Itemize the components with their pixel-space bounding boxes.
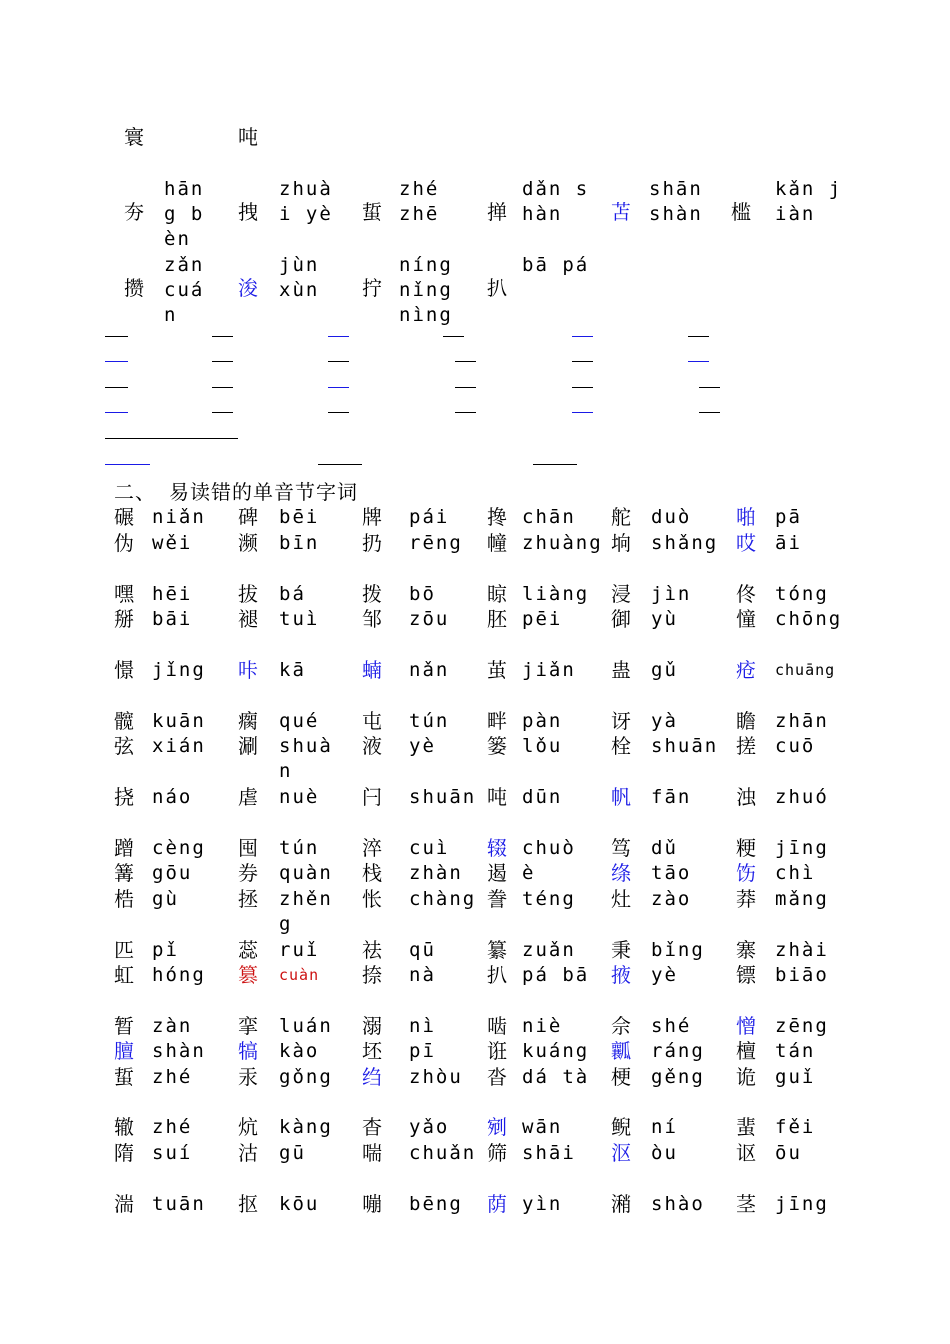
word-pinyin: hóng <box>152 964 206 986</box>
word-char: 扒 <box>487 963 507 987</box>
word-pinyin: gù <box>152 888 179 910</box>
word-pinyin: kào <box>279 1040 320 1062</box>
word-char: 嘣 <box>362 1192 382 1216</box>
word-pinyin: jiǎn <box>522 659 576 681</box>
word-char: 莽 <box>736 887 756 911</box>
word-pinyin: jìn <box>651 583 692 605</box>
answer-blank-line <box>212 412 233 413</box>
word-char: 淬 <box>362 836 382 860</box>
answer-blank-line <box>699 387 720 388</box>
word-char: 沓 <box>487 1065 507 1089</box>
answer-blank-line <box>328 361 349 362</box>
word-char: 篓 <box>487 734 507 758</box>
polyphone-pinyin: hāng bèn <box>164 178 205 250</box>
word-pinyin: fān <box>651 786 692 808</box>
polyphone-pinyin: kǎn jiàn <box>775 178 843 225</box>
answer-blank-line <box>212 336 233 337</box>
word-pinyin: jīng <box>775 837 829 859</box>
answer-blank-line <box>328 387 349 388</box>
word-pinyin: gū <box>279 1142 306 1164</box>
word-pinyin: qū <box>409 939 436 961</box>
answer-blank-line <box>443 336 464 337</box>
word-char: 沽 <box>238 1141 258 1165</box>
word-pinyin: cuì <box>409 837 450 859</box>
word-char: 遏 <box>487 861 507 885</box>
word-char: 灶 <box>611 887 631 911</box>
word-char: 髋 <box>114 709 134 733</box>
word-pinyin: kōu <box>279 1193 320 1215</box>
word-char: 筛 <box>487 1141 507 1165</box>
word-char: 捺 <box>362 963 382 987</box>
word-char: 掖 <box>611 963 631 987</box>
polyphone-pinyin: zhuài yè <box>279 178 333 225</box>
word-pinyin: zhòu <box>409 1066 463 1088</box>
word-pinyin: liàng <box>522 583 590 605</box>
word-char: 汞 <box>238 1065 258 1089</box>
word-char: 闩 <box>362 785 382 809</box>
word-pinyin: chān <box>522 506 576 528</box>
word-char: 瞻 <box>736 709 756 733</box>
word-pinyin: pàn <box>522 710 563 732</box>
answer-blank-line <box>212 361 233 362</box>
word-pinyin: zàn <box>152 1015 193 1037</box>
word-char: 晾 <box>487 582 507 606</box>
answer-blank-line <box>688 336 709 337</box>
answer-blank-line <box>328 336 349 337</box>
word-char: 啪 <box>736 505 756 529</box>
word-char: 蹭 <box>114 836 134 860</box>
word-pinyin: yè <box>651 964 678 986</box>
answer-blank-line <box>699 412 720 413</box>
polyphone-pinyin: bā pá <box>522 254 590 276</box>
word-pinyin: yà <box>651 710 678 732</box>
word-pinyin: shào <box>651 1193 705 1215</box>
word-char: 虹 <box>114 963 134 987</box>
word-pinyin: zhuàng <box>522 532 603 554</box>
word-pinyin: è <box>522 862 536 884</box>
word-pinyin: pēi <box>522 608 563 630</box>
polyphone-char: 浚 <box>238 276 258 300</box>
word-char: 梗 <box>611 1065 631 1089</box>
word-char: 镖 <box>736 963 756 987</box>
word-pinyin: dūn <box>522 786 563 808</box>
answer-blank-line <box>455 387 476 388</box>
word-char: 舵 <box>611 505 631 529</box>
word-char: 梏 <box>114 887 134 911</box>
word-char: 帆 <box>611 785 631 809</box>
top-char: 吨 <box>238 125 258 149</box>
word-pinyin: yè <box>409 735 436 757</box>
word-char: 嘿 <box>114 582 134 606</box>
answer-blank-line <box>105 387 128 388</box>
answer-blank-line <box>572 336 593 337</box>
answer-blank-line <box>328 412 349 413</box>
word-char: 畔 <box>487 709 507 733</box>
word-char: 荫 <box>487 1192 507 1216</box>
word-char: 犒 <box>238 1039 258 1063</box>
word-pinyin: tún <box>409 710 450 732</box>
answer-blank-line <box>572 387 593 388</box>
word-char: 憧 <box>736 607 756 631</box>
word-char: 御 <box>611 607 631 631</box>
word-char: 诳 <box>487 1039 507 1063</box>
answer-blank-line <box>688 361 709 362</box>
word-char: 膻 <box>114 1039 134 1063</box>
word-char: 蕊 <box>238 938 258 962</box>
answer-blank-line <box>318 464 362 465</box>
word-pinyin: kā <box>279 659 306 681</box>
word-pinyin: gǔ <box>651 659 678 681</box>
word-char: 咔 <box>238 658 258 682</box>
word-char: 蜇 <box>114 1065 134 1089</box>
word-char: 拨 <box>362 582 382 606</box>
word-pinyin: cèng <box>152 837 206 859</box>
word-pinyin: kuáng <box>522 1040 590 1062</box>
word-pinyin: quàn <box>279 862 333 884</box>
polyphone-pinyin: dǎn shàn <box>522 178 590 225</box>
word-char: 浊 <box>736 785 756 809</box>
word-pinyin: pī <box>409 1040 436 1062</box>
answer-blank-line <box>212 387 233 388</box>
answer-blank-line <box>105 412 128 413</box>
word-char: 啮 <box>487 1014 507 1038</box>
word-pinyin: òu <box>651 1142 678 1164</box>
word-char: 搓 <box>736 734 756 758</box>
word-pinyin: shuān <box>651 735 719 757</box>
word-char: 绦 <box>611 861 631 885</box>
word-char: 沤 <box>611 1141 631 1165</box>
word-char: 哎 <box>736 531 756 555</box>
word-pinyin: dá tà <box>522 1066 590 1088</box>
word-char: 篝 <box>114 861 134 885</box>
word-char: 鲵 <box>611 1115 631 1139</box>
word-pinyin: zēng <box>775 1015 829 1037</box>
word-pinyin: duò <box>651 506 692 528</box>
word-pinyin: ōu <box>775 1142 802 1164</box>
section-heading: 二、 易读错的单音节字词 <box>114 480 359 504</box>
word-pinyin: tóng <box>775 583 829 605</box>
word-pinyin: zào <box>651 888 692 910</box>
word-char: 绉 <box>362 1065 382 1089</box>
word-char: 匹 <box>114 938 134 962</box>
word-pinyin: kàng <box>279 1116 333 1138</box>
word-char: 辍 <box>487 836 507 860</box>
word-char: 牌 <box>362 505 382 529</box>
word-pinyin: jǐng <box>152 659 206 681</box>
word-char: 瘸 <box>238 709 258 733</box>
word-char: 憬 <box>114 658 134 682</box>
word-char: 蛊 <box>611 658 631 682</box>
word-pinyin: náo <box>152 786 193 808</box>
word-char: 炕 <box>238 1115 258 1139</box>
word-pinyin: tuì <box>279 608 320 630</box>
word-pinyin: zhé <box>152 1116 193 1138</box>
word-char: 弦 <box>114 734 134 758</box>
word-char: 誊 <box>487 887 507 911</box>
answer-blank-line <box>105 336 128 337</box>
word-char: 杳 <box>362 1115 382 1139</box>
word-pinyin: zhuó <box>775 786 829 808</box>
word-char: 伪 <box>114 531 134 555</box>
polyphone-pinyin: zǎn cuán <box>164 254 218 326</box>
word-pinyin: tún <box>279 837 320 859</box>
word-pinyin: wān <box>522 1116 563 1138</box>
word-pinyin: chì <box>775 862 816 884</box>
word-pinyin: bēng <box>409 1193 463 1215</box>
polyphone-char: 扒 <box>487 276 507 300</box>
word-pinyin: shuàn <box>279 735 333 782</box>
word-pinyin: wěi <box>152 532 193 554</box>
word-pinyin: biāo <box>775 964 829 986</box>
word-pinyin: zhěng <box>279 888 333 935</box>
word-char: 隋 <box>114 1141 134 1165</box>
word-pinyin: suí <box>152 1142 193 1164</box>
polyphone-pinyin: shān shàn <box>649 178 717 225</box>
word-char: 纂 <box>487 938 507 962</box>
polyphone-char: 拽 <box>238 200 258 224</box>
word-char: 檀 <box>736 1039 756 1063</box>
word-pinyin: téng <box>522 888 576 910</box>
word-pinyin: ní <box>651 1116 678 1138</box>
word-pinyin: chōng <box>775 608 843 630</box>
word-pinyin: pā <box>775 506 802 528</box>
word-char: 怅 <box>362 887 382 911</box>
word-pinyin: shāi <box>522 1142 576 1164</box>
word-pinyin: nà <box>409 964 436 986</box>
word-char: 券 <box>238 861 258 885</box>
word-char: 粳 <box>736 836 756 860</box>
word-pinyin: nuè <box>279 786 320 808</box>
word-pinyin: ruǐ <box>279 939 320 961</box>
polyphone-pinyin: zhé zhē <box>399 178 453 225</box>
word-pinyin: xián <box>152 735 206 757</box>
word-pinyin: tuān <box>152 1193 206 1215</box>
word-pinyin: yù <box>651 608 678 630</box>
word-char: 垧 <box>611 531 631 555</box>
word-pinyin: ráng <box>651 1040 705 1062</box>
word-char: 挠 <box>114 785 134 809</box>
word-char: 濒 <box>238 531 258 555</box>
top-char: 寰 <box>124 125 144 149</box>
word-char: 湍 <box>114 1192 134 1216</box>
word-char: 栓 <box>611 734 631 758</box>
word-char: 喘 <box>362 1141 382 1165</box>
word-pinyin: qué <box>279 710 320 732</box>
answer-blank-line <box>105 464 150 465</box>
polyphone-char: 夯 <box>124 200 144 224</box>
word-char: 掰 <box>114 607 134 631</box>
word-char: 佟 <box>736 582 756 606</box>
word-pinyin: cuō <box>775 735 816 757</box>
word-pinyin: guǐ <box>775 1066 816 1088</box>
word-pinyin: lǒu <box>522 735 563 757</box>
word-char: 佘 <box>611 1014 631 1038</box>
word-pinyin: chuò <box>522 837 576 859</box>
word-pinyin: tán <box>775 1040 816 1062</box>
word-pinyin: luán <box>279 1015 333 1037</box>
word-pinyin: dǔ <box>651 837 678 859</box>
word-char: 疮 <box>736 658 756 682</box>
word-char: 坯 <box>362 1039 382 1063</box>
word-char: 吨 <box>487 785 507 809</box>
word-pinyin: kuān <box>152 710 206 732</box>
polyphone-char: 槛 <box>731 200 751 224</box>
word-pinyin: fěi <box>775 1116 816 1138</box>
word-pinyin: gěng <box>651 1066 705 1088</box>
word-pinyin: bīn <box>279 532 320 554</box>
word-char: 液 <box>362 734 382 758</box>
word-pinyin: bá <box>279 583 306 605</box>
word-char: 幢 <box>487 531 507 555</box>
word-char: 诡 <box>736 1065 756 1089</box>
word-pinyin: bāi <box>152 608 193 630</box>
word-pinyin: mǎng <box>775 888 829 910</box>
word-char: 辙 <box>114 1115 134 1139</box>
word-char: 讶 <box>611 709 631 733</box>
word-char: 涮 <box>238 734 258 758</box>
word-pinyin: nì <box>409 1015 436 1037</box>
word-pinyin: zuǎn <box>522 939 576 961</box>
word-pinyin: jīng <box>775 1193 829 1215</box>
word-char: 栈 <box>362 861 382 885</box>
word-pinyin: gōu <box>152 862 193 884</box>
word-pinyin: pá bā <box>522 964 590 986</box>
polyphone-char: 拧 <box>362 276 382 300</box>
answer-blank-line <box>105 361 128 362</box>
word-char: 胚 <box>487 607 507 631</box>
word-char: 秉 <box>611 938 631 962</box>
word-pinyin: zhàn <box>409 862 463 884</box>
word-char: 扔 <box>362 531 382 555</box>
word-char: 邹 <box>362 607 382 631</box>
word-char: 瓤 <box>611 1039 631 1063</box>
word-pinyin: zhān <box>775 710 829 732</box>
word-pinyin: chuǎn <box>409 1142 477 1164</box>
word-pinyin: zhài <box>775 939 829 961</box>
word-char: 碾 <box>114 505 134 529</box>
word-pinyin: zōu <box>409 608 450 630</box>
word-pinyin: gǒng <box>279 1066 333 1088</box>
polyphone-char: 攒 <box>124 276 144 300</box>
word-char: 暂 <box>114 1014 134 1038</box>
word-char: 茧 <box>487 658 507 682</box>
word-char: 褪 <box>238 607 258 631</box>
polyphone-pinyin: níng nǐng nìng <box>399 254 467 326</box>
word-pinyin: bēi <box>279 506 320 528</box>
word-char: 茎 <box>736 1192 756 1216</box>
word-char: 憎 <box>736 1014 756 1038</box>
word-char: 抠 <box>238 1192 258 1216</box>
word-pinyin: āi <box>775 532 802 554</box>
polyphone-char: 苫 <box>611 200 631 224</box>
answer-blank-line <box>533 464 577 465</box>
word-pinyin: bǐng <box>651 939 705 961</box>
word-pinyin: cuàn <box>279 966 320 984</box>
polyphone-char: 掸 <box>487 200 507 224</box>
word-pinyin: shǎng <box>651 532 719 554</box>
answer-blank-line <box>572 412 593 413</box>
word-pinyin: shuān <box>409 786 477 808</box>
word-pinyin: rēng <box>409 532 463 554</box>
word-char: 寨 <box>736 938 756 962</box>
word-char: 虐 <box>238 785 258 809</box>
word-char: 碑 <box>238 505 258 529</box>
word-char: 篡 <box>238 963 258 987</box>
word-char: 拯 <box>238 887 258 911</box>
word-char: 讴 <box>736 1141 756 1165</box>
word-pinyin: yìn <box>522 1193 563 1215</box>
word-char: 溺 <box>362 1014 382 1038</box>
word-pinyin: niǎn <box>152 506 206 528</box>
word-pinyin: chàng <box>409 888 477 910</box>
word-pinyin: bō <box>409 583 436 605</box>
word-char: 潲 <box>611 1192 631 1216</box>
word-char: 挛 <box>238 1014 258 1038</box>
word-char: 祛 <box>362 938 382 962</box>
answer-blank-line <box>455 412 476 413</box>
word-char: 屯 <box>362 709 382 733</box>
word-pinyin: pǐ <box>152 939 179 961</box>
answer-blank-line <box>105 438 238 439</box>
word-char: 搀 <box>487 505 507 529</box>
word-pinyin: shé <box>651 1015 692 1037</box>
word-char: 剜 <box>487 1115 507 1139</box>
word-pinyin: chuāng <box>775 661 836 679</box>
word-char: 囤 <box>238 836 258 860</box>
word-pinyin: niè <box>522 1015 563 1037</box>
word-pinyin: shàn <box>152 1040 206 1062</box>
word-pinyin: tāo <box>651 862 692 884</box>
polyphone-char: 蜇 <box>362 200 382 224</box>
word-char: 饬 <box>736 861 756 885</box>
word-pinyin: nǎn <box>409 659 450 681</box>
answer-blank-line <box>572 361 593 362</box>
word-pinyin: yǎo <box>409 1116 450 1138</box>
word-char: 浸 <box>611 582 631 606</box>
answer-blank-line <box>455 361 476 362</box>
polyphone-pinyin: jùn xùn <box>279 254 333 301</box>
word-char: 蝻 <box>362 658 382 682</box>
word-char: 笃 <box>611 836 631 860</box>
word-pinyin: zhé <box>152 1066 193 1088</box>
word-pinyin: hēi <box>152 583 193 605</box>
word-char: 拔 <box>238 582 258 606</box>
word-char: 蜚 <box>736 1115 756 1139</box>
word-pinyin: pái <box>409 506 450 528</box>
